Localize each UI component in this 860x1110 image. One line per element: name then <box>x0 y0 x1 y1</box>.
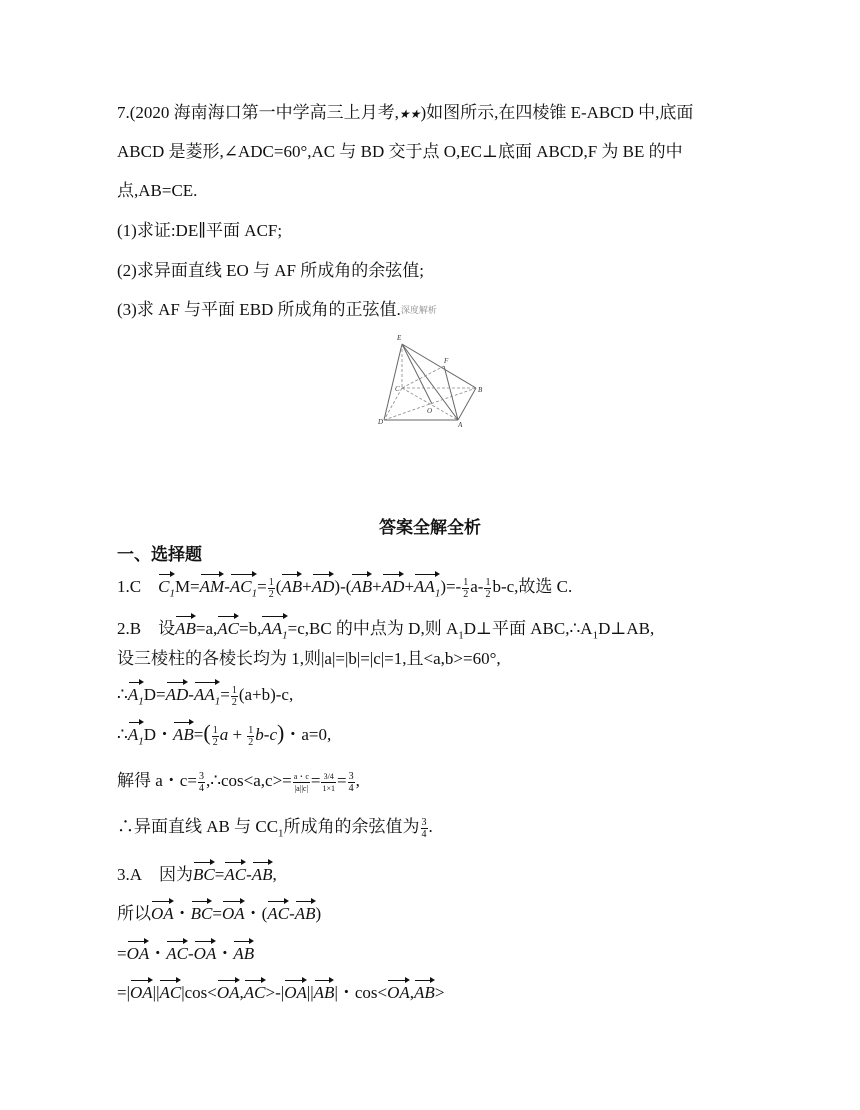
answer-1: 1.C $C_1M=AM-AC_1=$ $\frac{1}{2}$ $(AB+AD)-(AB+AD+AA_1)=-$ $\frac{1}{2}$ a- $\frac{1}{2}$ b-c,故选 C. <box>117 570 572 604</box>
answer-2-line-4: $\therefore A_1D$・AB=( $\frac{1}{2}$ a + $\frac{1}{2}$ b-c)・a=0, <box>117 718 331 752</box>
depth-analysis-tag: 深度解析 <box>400 305 437 315</box>
label-E: E <box>397 334 402 342</box>
edge-AB <box>458 388 476 420</box>
question-part-3 <box>117 299 437 321</box>
section-heading: 一、选择题 <box>117 545 202 564</box>
vector-OA: OA <box>194 937 217 965</box>
vector-AD: AD <box>312 570 335 598</box>
fraction-three-quarters: $\frac{3}{4}$ <box>421 816 427 840</box>
vector-AC: AC <box>244 976 266 1004</box>
fraction-half: $\frac{1}{2}$ <box>485 576 491 600</box>
vector-OA: OA <box>222 897 245 925</box>
vector-AB: AB <box>351 570 372 598</box>
vector-AB: AB <box>233 937 254 965</box>
vector-AB: AB <box>252 858 273 886</box>
vector-AB: AB <box>175 612 196 640</box>
edge-FA <box>444 366 458 420</box>
vector-AC: AC <box>159 976 181 1004</box>
answer-number: 3.A <box>117 865 143 884</box>
answer-number: 1.C <box>117 577 142 596</box>
vector-AA1: $AA_1$ <box>194 678 220 712</box>
fraction-half: $\frac{1}{2}$ <box>212 724 218 748</box>
answer-2-line-5: 解得 a・c= $\frac{3}{4}$ ,∴cos<a,c>= $\frac{a・c}{|a||c|}$ = $\frac{3/4}{1\times 1}$ = $\frac{3}{4}$ , <box>117 770 360 794</box>
label-F: F <box>444 357 449 365</box>
vector-AC1: $AC_1$ <box>230 570 257 604</box>
question-part-2: (2)求异面直线 EO 与 AF 所成角的余弦值; <box>117 261 424 280</box>
vector-OA: OA <box>284 976 307 1004</box>
question-line-1 <box>117 102 693 125</box>
vector-A1D: $A_1$ <box>128 718 144 752</box>
vector-AB: AB <box>414 976 435 1004</box>
question-line-2: ABCD 是菱形,∠ADC=60°,AC 与 BD 交于点 O,EC⊥底面 ABCD,F 为 BE 的中 <box>117 142 683 161</box>
vector-AC: AC <box>224 858 246 886</box>
difficulty-stars-icon: ★★ <box>398 107 421 121</box>
vector-AB: AB <box>173 718 194 746</box>
fraction-ac-over-norms: $\frac{a・c}{|a||c|}$ <box>293 771 309 793</box>
question-text: )如图所示,在四棱锥 E-ABCD 中,底面 <box>420 103 694 122</box>
answers-title: 答案全解全析 <box>379 518 481 537</box>
fraction-three-quarters: $\frac{3}{4}$ <box>198 770 204 794</box>
pyramid-figure <box>372 330 498 430</box>
vector-AD: AD <box>166 678 189 706</box>
fraction-half: $\frac{1}{2}$ <box>268 576 274 600</box>
vector-AB: AB <box>295 897 316 925</box>
label-O: O <box>427 407 433 415</box>
fraction-half: $\frac{1}{2}$ <box>463 576 469 600</box>
answer-3-line-4: =|OA||AC|cos<OA,AC>-|OA||AB|・cos<OA,AB> <box>117 976 444 1004</box>
vector-BC: BC <box>193 858 215 886</box>
answer-3-line-3: =OA・AC-OA・AB <box>117 937 254 965</box>
vector-AD: AD <box>382 570 405 598</box>
question-text: 7.(2020 海南海口第一中学高三上月考, <box>117 103 399 122</box>
vector-AA1: $AA_1$ <box>261 612 287 646</box>
vector-AC: AC <box>166 937 188 965</box>
vector-OA: OA <box>127 937 150 965</box>
vector-OA: OA <box>151 897 174 925</box>
label-C: C <box>395 385 400 393</box>
vector-AA1: $AA_1$ <box>414 570 440 604</box>
answer-2-line-1: 2.B 设$AB=a,AC=b,AA_1=c,BC$ 的中点为 D,则 $A_1D\perp$平面 $ABC,\therefore A_1D\perp AB$, <box>117 612 654 646</box>
vector-AC: AC <box>217 612 239 640</box>
label-D: D <box>378 418 384 426</box>
answer-3-line-2: 所以OA・BC=OA・(AC-AB) <box>117 897 321 925</box>
vector-OA: OA <box>217 976 240 1004</box>
vector-AB: AB <box>281 570 302 598</box>
label-B: B <box>478 386 483 394</box>
vector-BC: BC <box>191 897 213 925</box>
label-A: A <box>458 421 463 429</box>
fraction-three-quarters: $\frac{3}{4}$ <box>348 770 354 794</box>
vector-AC: AC <box>267 897 289 925</box>
answer-2-line-2: 设三棱柱的各棱长均为 1,则|a|=|b|=|c|=1,且<a,b>=60°, <box>117 649 501 668</box>
vector-C1M: $C_1$ <box>158 570 175 604</box>
question-line-3: 点,AB=CE. <box>117 181 198 200</box>
edge-CF <box>402 366 444 388</box>
question-part-1: (1)求证:DE∥平面 ACF; <box>117 221 283 240</box>
fraction-three-quarters-over-one: $\frac{3/4}{1\times 1}$ <box>322 771 335 793</box>
answer-3-line-1: 3.A 因为BC=AC-AB, <box>117 858 277 886</box>
answer-2-line-6: ∴异面直线 AB 与 $CC_1$所成角的余弦值为 $\frac{3}{4}$ . <box>117 816 433 840</box>
answer-number: 2.B <box>117 619 142 638</box>
edge-ED <box>384 344 402 420</box>
vector-AM: AM <box>200 570 225 598</box>
vector-AB: AB <box>314 976 335 1004</box>
vector-A1D: $A_1$ <box>128 678 144 712</box>
fraction-half: $\frac{1}{2}$ <box>248 724 254 748</box>
vector-OA: OA <box>130 976 153 1004</box>
answer-2-line-3: $\therefore A_1D=AD-AA_1=$ $\frac{1}{2}$ (a+b)-c, <box>117 678 293 712</box>
fraction-half: $\frac{1}{2}$ <box>231 684 237 708</box>
question-part-3-text: (3)求 AF 与平面 EBD 所成角的正弦值. <box>117 300 401 319</box>
edge-CA <box>402 388 458 420</box>
vector-OA: OA <box>387 976 410 1004</box>
